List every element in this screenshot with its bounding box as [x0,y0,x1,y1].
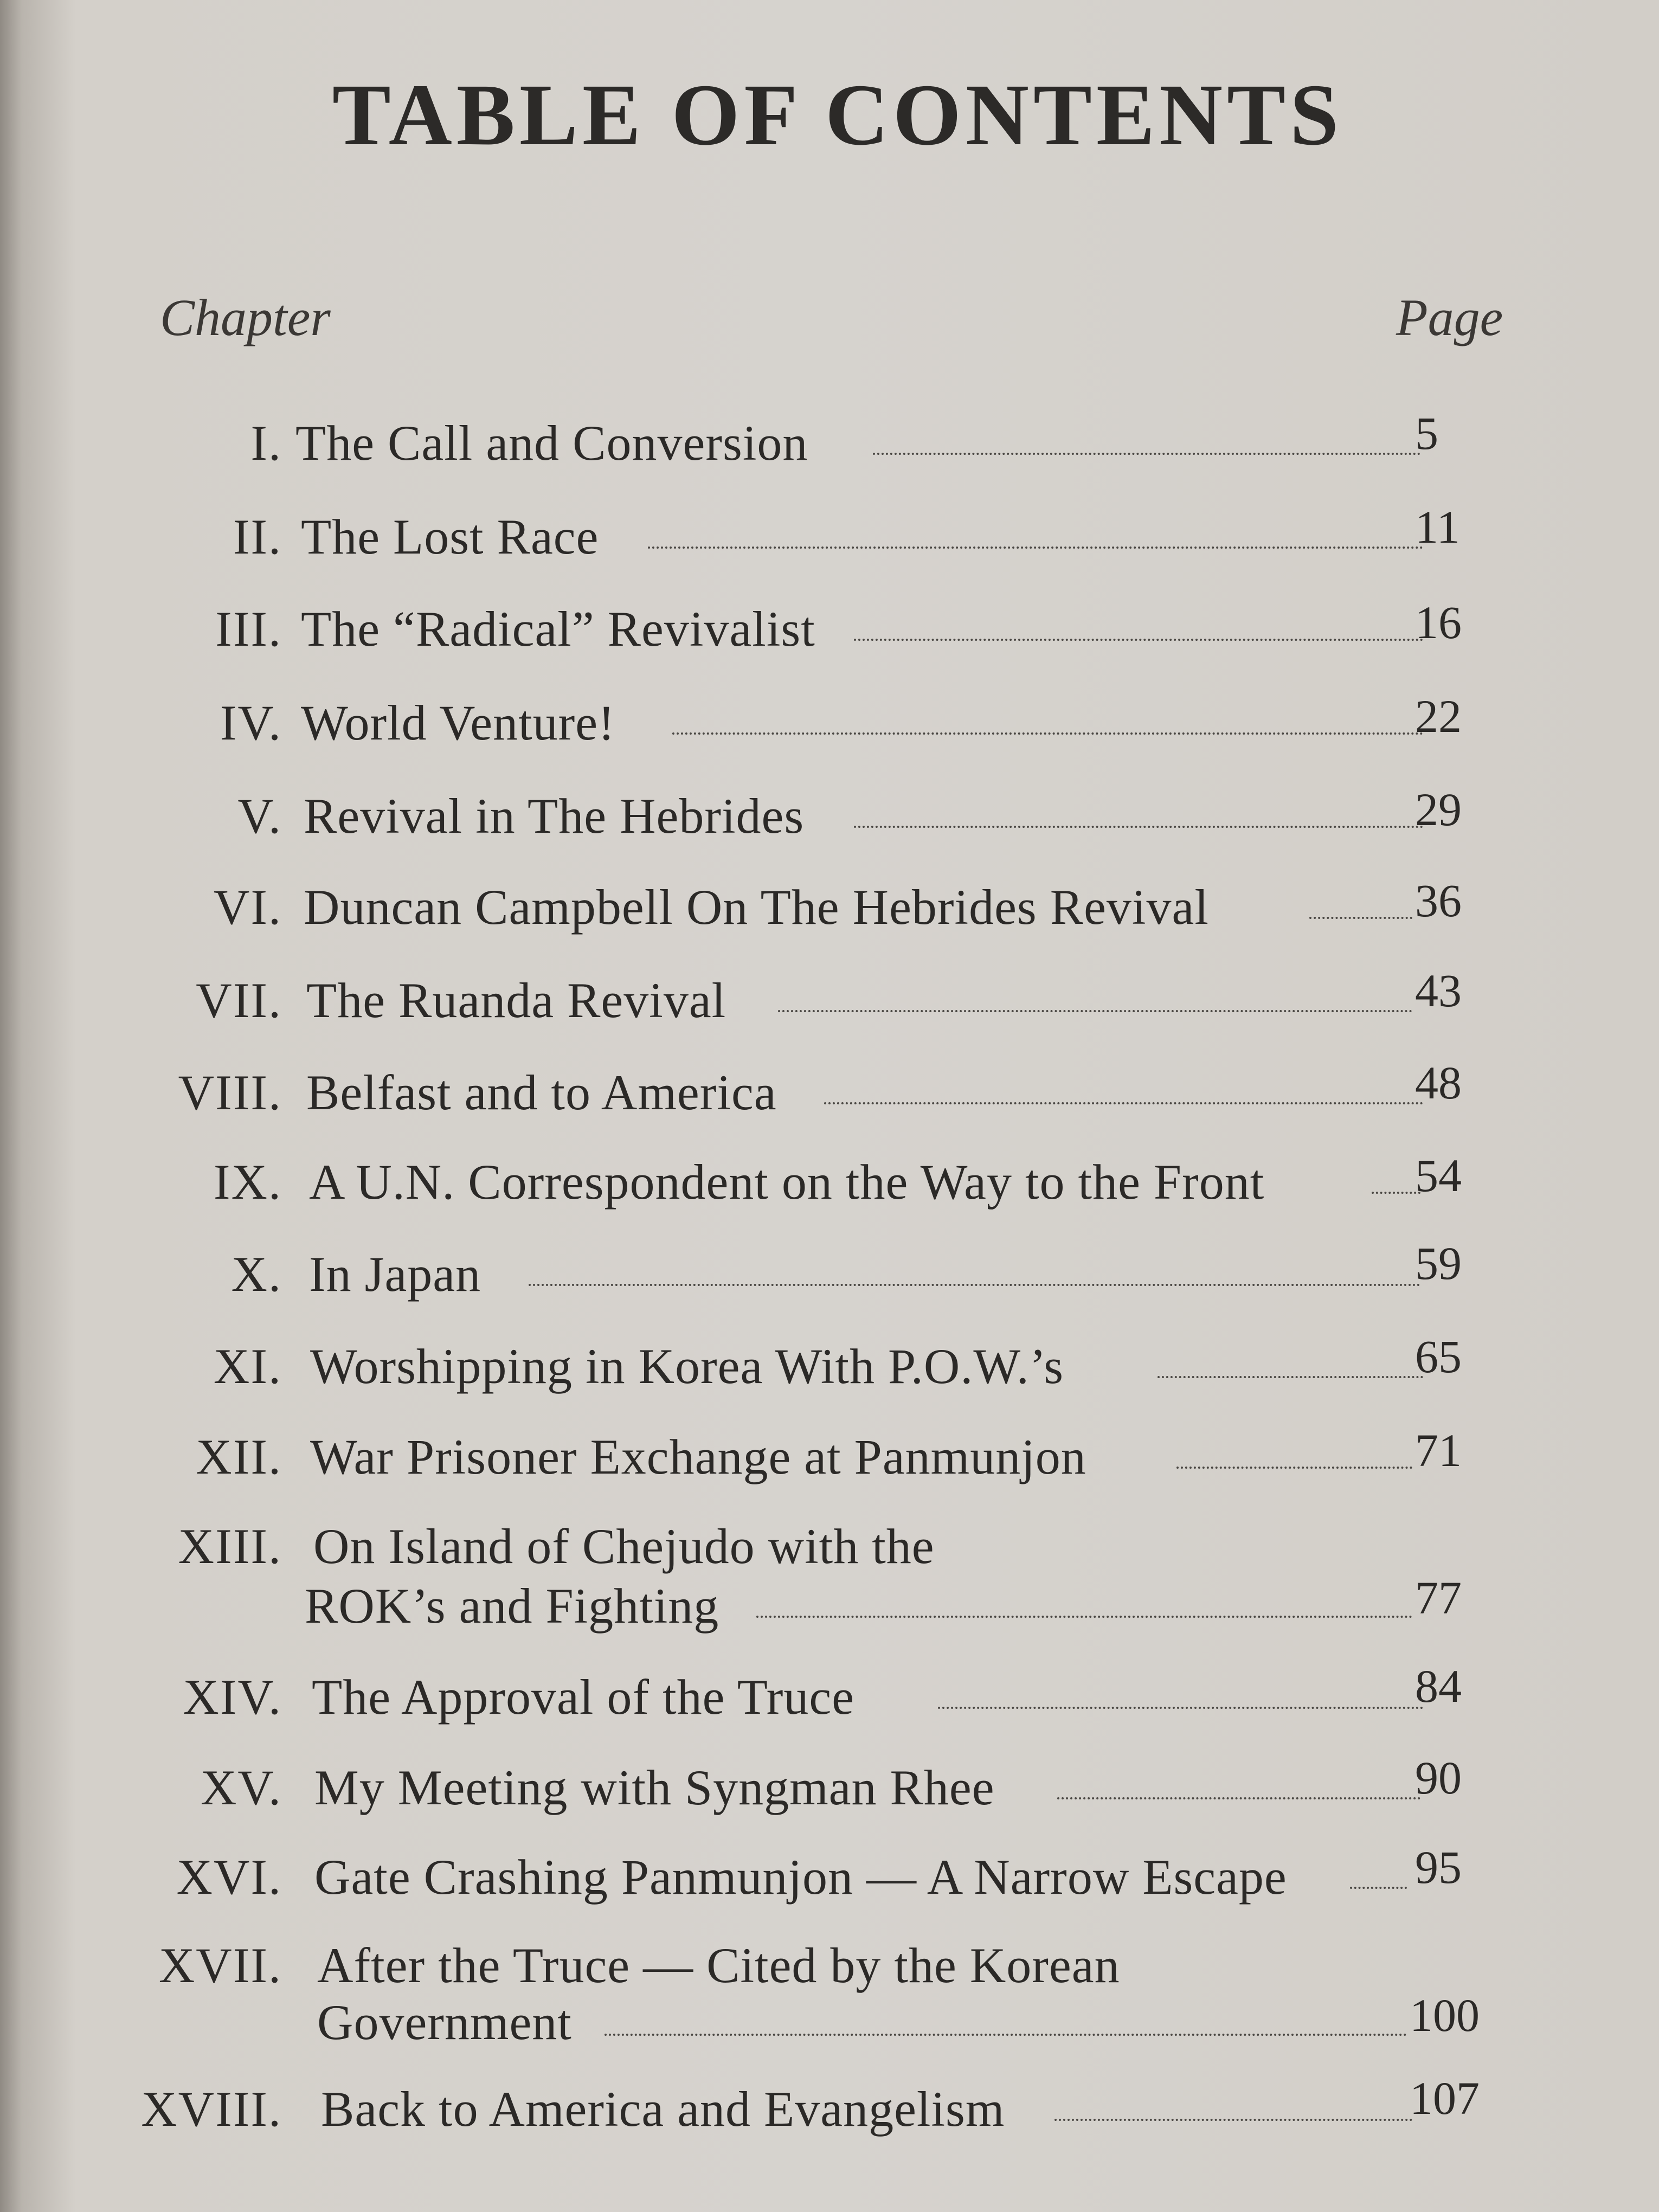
page-number: 65 [1415,1330,1462,1382]
chapter-title: Gate Crashing Panmunjon — A Narrow Escape [314,1849,1287,1905]
toc-entry [0,1752,1659,1820]
toc-entry [0,2072,1659,2142]
toc-entry [0,1057,1659,1125]
toc-entry [0,1237,1659,1307]
chapter-title: The “Radical” Revivalist [301,601,815,657]
page-number: 107 [1410,2072,1480,2124]
page-number: 48 [1415,1057,1462,1109]
toc-entry [0,690,1659,755]
toc-entry [0,1514,1659,1634]
chapter-numeral: XIII. [178,1519,282,1574]
chapter-numeral: XII. [196,1429,282,1484]
chapter-numeral: XIV. [183,1669,282,1725]
page-number: 84 [1415,1660,1462,1712]
chapter-numeral: V. [237,788,282,844]
chapter-column-header: Chapter [160,288,331,346]
page-number: 5 [1415,407,1438,459]
chapter-numeral: II. [233,509,282,564]
chapter-title: The Ruanda Revival [306,973,726,1028]
chapter-title: The Approval of the Truce [312,1669,855,1725]
dot-leader [672,732,1423,735]
page-number: 54 [1415,1149,1462,1201]
page-number: 95 [1415,1841,1462,1893]
chapter-title: A U.N. Correspondent on the Way to the Front [309,1154,1265,1210]
page-number: 11 [1415,501,1460,553]
dot-leader [1372,1192,1420,1194]
chapter-numeral: XVII. [158,1938,282,1993]
page-title: TABLE OF CONTENTS [332,67,1343,164]
toc-entry [0,1841,1659,1909]
chapter-title: Back to America and Evangelism [321,2081,1005,2137]
chapter-numeral: XI. [213,1339,282,1394]
dot-leader [756,1616,1412,1618]
chapter-title: In Japan [309,1246,481,1302]
dot-leader [1350,1887,1407,1889]
toc-entry [0,1330,1659,1399]
chapter-title: After the Truce — Cited by the Korean [317,1938,1120,1993]
dot-leader [873,453,1420,455]
toc-entry [0,1660,1659,1729]
dot-leader [529,1284,1420,1286]
dot-leader [778,1010,1412,1012]
chapter-numeral: XVI. [176,1849,282,1905]
chapter-title-continued: ROK’s and Fighting [305,1578,719,1634]
chapter-title: The Lost Race [301,509,599,564]
chapter-title: Revival in The Hebrides [304,788,805,844]
chapter-title: Worshipping in Korea With P.O.W.’s [310,1339,1064,1394]
chapter-title: The Call and Conversion [295,415,808,471]
toc-entry [0,1149,1659,1214]
dot-leader [824,1102,1423,1104]
chapter-title-continued: Government [317,1995,572,2050]
page-number: 36 [1415,874,1462,927]
dot-leader [1057,1797,1420,1799]
page-number: 29 [1415,783,1462,835]
page-column-header: Page [1396,288,1503,346]
chapter-title: On Island of Chejudo with the [313,1519,935,1574]
toc-entry [0,407,1659,475]
dot-leader [1054,2119,1412,2121]
toc-entry [0,874,1659,940]
dot-leader [648,546,1423,549]
dot-leader [938,1707,1423,1709]
dot-leader [1176,1467,1412,1469]
toc-entry [0,964,1659,1033]
page-number: 77 [1415,1572,1462,1624]
page-number: 71 [1415,1424,1462,1476]
toc-entry [0,501,1659,569]
dot-leader [605,2034,1407,2036]
chapter-title: My Meeting with Syngman Rhee [314,1760,995,1815]
chapter-title: World Venture! [301,695,615,750]
chapter-numeral: VII. [196,973,282,1028]
dot-leader [854,826,1423,828]
chapter-numeral: IV. [220,695,282,750]
chapter-title: Duncan Campbell On The Hebrides Revival [304,879,1209,935]
toc-entry [0,1424,1659,1489]
page-number: 100 [1410,1989,1480,2041]
page-number: 59 [1415,1237,1462,1289]
chapter-numeral: I. [250,415,282,471]
page-number: 43 [1415,964,1462,1017]
chapter-numeral: IX. [213,1154,282,1210]
chapter-numeral: VIII. [178,1065,282,1120]
dot-leader [854,639,1423,641]
chapter-numeral: X. [231,1246,282,1302]
chapter-numeral: XVIII. [141,2081,282,2137]
toc-entry [0,1933,1659,2050]
page-number: 90 [1415,1752,1462,1804]
chapter-title: War Prisoner Exchange at Panmunjon [310,1429,1086,1484]
dot-leader [1309,917,1412,919]
dot-leader [1158,1376,1423,1378]
page-number: 22 [1415,690,1462,742]
chapter-numeral: VI. [213,879,282,935]
chapter-title: Belfast and to America [306,1065,777,1120]
toc-entry [0,596,1659,661]
page-number: 16 [1415,596,1462,648]
toc-entry [0,783,1659,848]
chapter-numeral: XV. [200,1760,282,1815]
chapter-numeral: III. [215,601,282,657]
